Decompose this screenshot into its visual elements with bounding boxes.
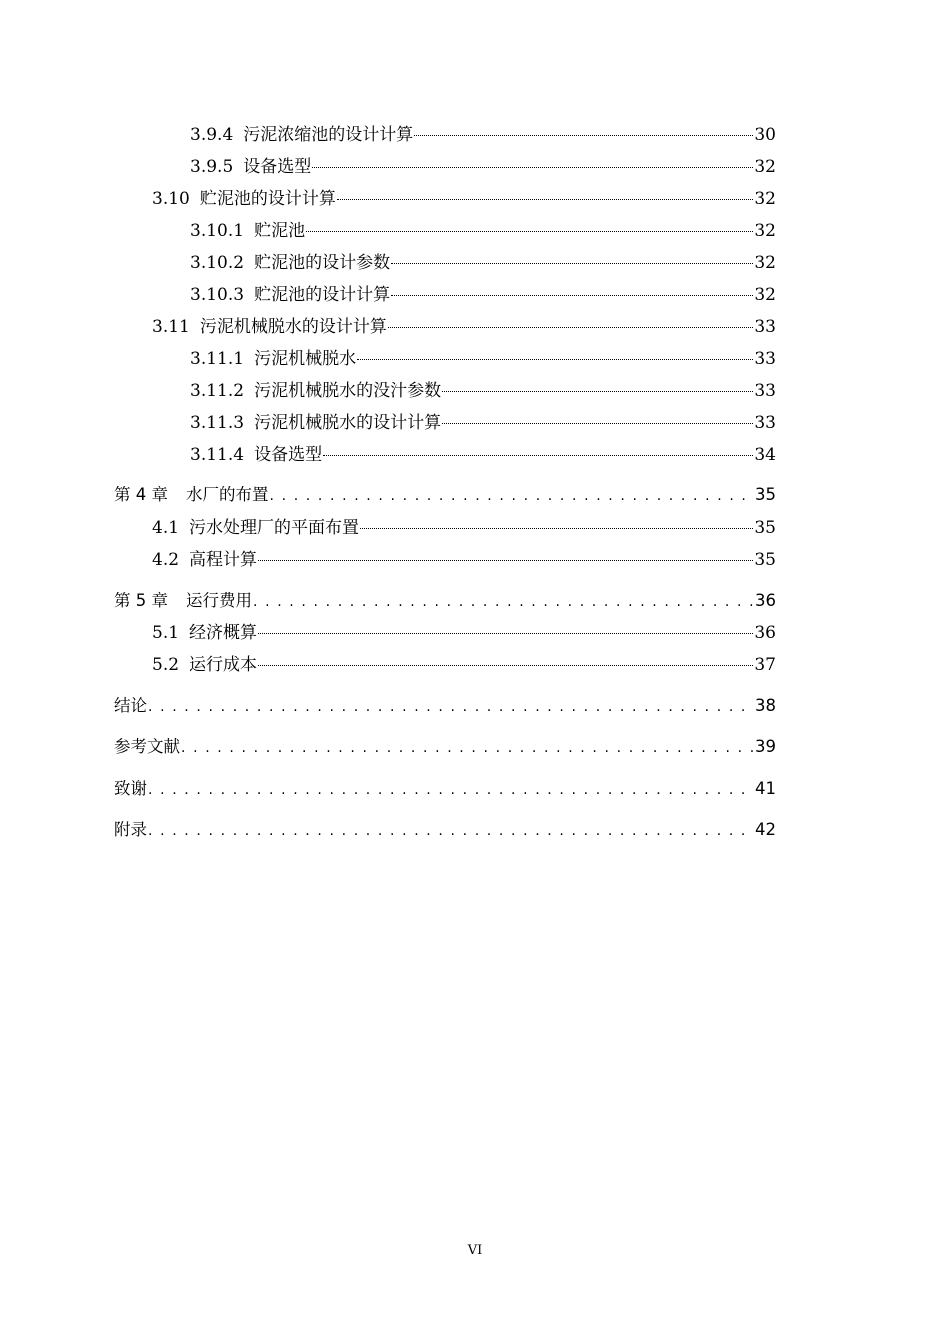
toc-page: 41 xyxy=(755,779,776,798)
toc-chapter-entry[interactable] xyxy=(114,816,776,840)
toc-number: 第 4 章 xyxy=(114,485,168,504)
toc-number: 4.2 xyxy=(152,550,180,570)
toc-entry[interactable] xyxy=(152,312,776,336)
toc-page: 34 xyxy=(754,445,776,465)
page-number: VI xyxy=(467,1243,483,1258)
toc-page: 32 xyxy=(754,253,776,273)
toc-page: 36 xyxy=(754,623,776,643)
dot-leader xyxy=(253,594,754,610)
toc-number: 3.11.2 xyxy=(190,381,245,401)
dot-leader xyxy=(306,231,753,232)
toc-number: 3.11.3 xyxy=(190,413,245,433)
toc-title: 污泥机械脱水 xyxy=(254,349,357,369)
dot-leader xyxy=(258,560,753,561)
toc-entry[interactable] xyxy=(152,650,776,674)
toc-title: 贮泥池的设计计算 xyxy=(199,189,336,209)
toc-entry[interactable] xyxy=(190,408,776,432)
toc-title: 运行成本 xyxy=(189,655,258,675)
toc-title: 水厂的布置 xyxy=(186,485,269,504)
toc-page: 33 xyxy=(754,317,776,337)
toc-page: 33 xyxy=(754,381,776,401)
toc-chapter-entry[interactable] xyxy=(114,775,776,799)
dot-leader xyxy=(148,782,754,798)
toc-title: 致谢 xyxy=(114,779,147,798)
dot-leader xyxy=(357,359,753,360)
toc-page: 33 xyxy=(754,349,776,369)
toc-page: 32 xyxy=(754,189,776,209)
toc-title: 污泥机械脱水的设计计算 xyxy=(254,413,442,433)
toc-chapter-entry[interactable] xyxy=(114,481,776,505)
dot-leader xyxy=(388,327,754,328)
toc-title: 污泥机械脱水的没汁参数 xyxy=(254,381,442,401)
toc-page: 35 xyxy=(754,550,776,570)
toc-page: 42 xyxy=(755,820,776,839)
dot-leader xyxy=(323,455,753,456)
toc-title: 污水处理厂的平面布置 xyxy=(189,518,360,538)
toc-page: 32 xyxy=(754,221,776,241)
toc-number: 3.11 xyxy=(152,317,190,337)
toc-page: 32 xyxy=(754,157,776,177)
toc-number: 3.10 xyxy=(152,189,190,209)
toc-title: 污泥浓缩池的设计计算 xyxy=(243,125,414,145)
dot-leader xyxy=(312,167,753,168)
toc-number: 3.11.1 xyxy=(190,349,245,369)
toc-number: 5.2 xyxy=(152,655,180,675)
toc-entry[interactable] xyxy=(152,184,776,208)
toc-entry[interactable] xyxy=(190,344,776,368)
toc-number: 3.10.3 xyxy=(190,285,245,305)
toc-title: 贮泥池 xyxy=(254,221,306,241)
toc-title: 结论 xyxy=(114,696,147,715)
toc-page: 38 xyxy=(755,696,776,715)
dot-leader xyxy=(148,823,754,839)
toc-entry[interactable] xyxy=(190,216,776,240)
toc-entry[interactable] xyxy=(152,513,776,537)
dot-leader xyxy=(391,263,753,264)
toc-entry[interactable] xyxy=(190,120,776,144)
toc-entry[interactable] xyxy=(190,376,776,400)
toc-chapter-entry[interactable] xyxy=(114,733,776,757)
toc-chapter-entry[interactable] xyxy=(114,587,776,611)
toc-entry[interactable] xyxy=(190,248,776,272)
dot-leader xyxy=(442,391,753,392)
toc-title: 运行费用 xyxy=(186,591,252,610)
dot-leader xyxy=(258,633,753,634)
toc-number: 4.1 xyxy=(152,518,180,538)
toc-title: 参考文献 xyxy=(114,737,180,756)
dot-leader xyxy=(391,295,753,296)
dot-leader xyxy=(258,665,753,666)
toc-title: 附录 xyxy=(114,820,147,839)
toc-entry[interactable] xyxy=(190,280,776,304)
toc-title: 经济概算 xyxy=(189,623,258,643)
toc-number: 3.10.2 xyxy=(190,253,245,273)
toc-entry[interactable] xyxy=(190,152,776,176)
dot-leader xyxy=(148,699,754,715)
toc-number: 3.11.4 xyxy=(190,445,245,465)
dot-leader xyxy=(270,488,755,504)
toc-page: 30 xyxy=(754,125,776,145)
toc-title: 贮泥池的设计计算 xyxy=(254,285,391,305)
toc-page: 35 xyxy=(754,518,776,538)
dot-leader xyxy=(337,199,754,200)
dot-leader xyxy=(181,740,754,756)
dot-leader xyxy=(360,528,753,529)
toc-number: 5.1 xyxy=(152,623,180,643)
toc-entry[interactable] xyxy=(152,545,776,569)
toc-page: 32 xyxy=(754,285,776,305)
toc-title: 贮泥池的设计参数 xyxy=(254,253,391,273)
toc-page: 36 xyxy=(755,591,776,610)
toc-number: 3.10.1 xyxy=(190,221,245,241)
toc-title: 污泥机械脱水的设计计算 xyxy=(199,317,387,337)
toc-entry[interactable] xyxy=(152,618,776,642)
toc-number: 3.9.4 xyxy=(190,125,234,145)
toc-title: 高程计算 xyxy=(189,550,258,570)
toc-title: 设备选型 xyxy=(243,157,312,177)
toc-chapter-entry[interactable] xyxy=(114,692,776,716)
toc-number: 3.9.5 xyxy=(190,157,234,177)
toc-page: 35 xyxy=(755,485,776,504)
toc-number: 第 5 章 xyxy=(114,591,168,610)
toc-page: 37 xyxy=(754,655,776,675)
toc-title: 设备选型 xyxy=(254,445,323,465)
dot-leader xyxy=(414,135,753,136)
toc-page: 39 xyxy=(755,737,776,756)
toc-page: 33 xyxy=(754,413,776,433)
toc-entry[interactable] xyxy=(190,440,776,464)
dot-leader xyxy=(442,423,753,424)
